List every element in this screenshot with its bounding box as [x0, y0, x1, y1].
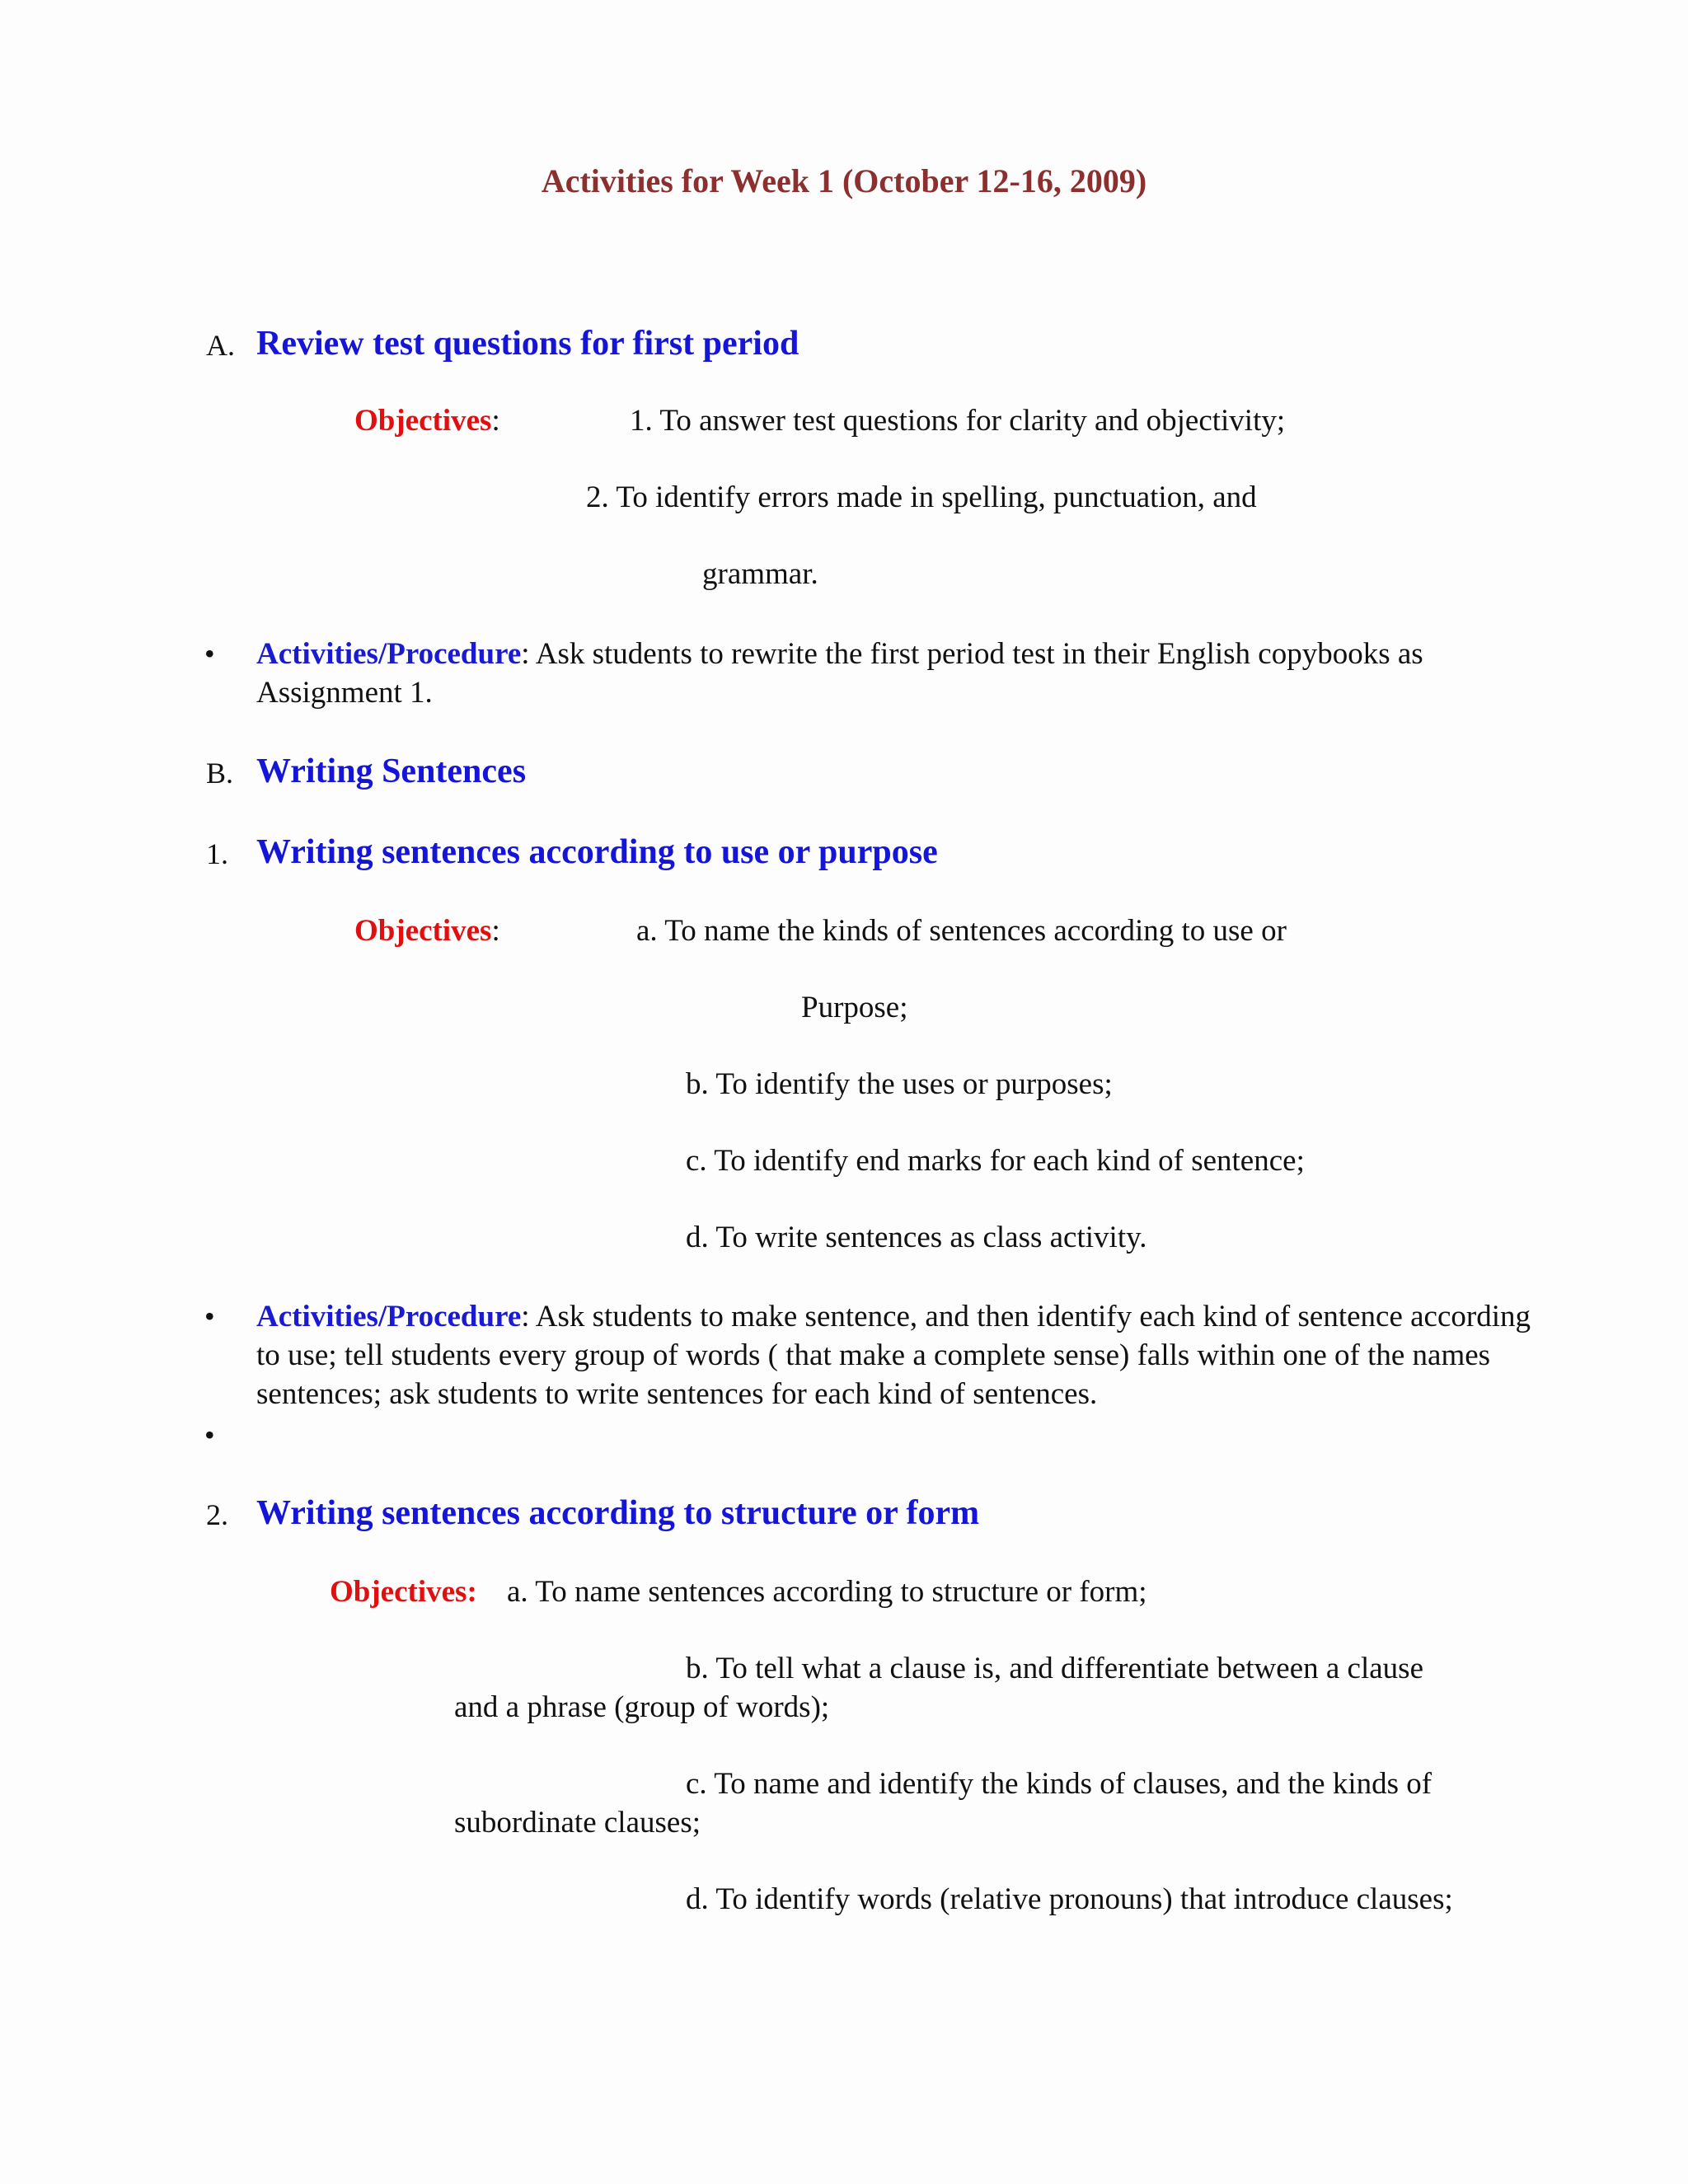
- item-2-objectives-label: Objectives:: [330, 1575, 477, 1609]
- section-a-heading: Review test questions for first period: [256, 325, 799, 363]
- item-2-objective-b: b. To tell what a clause is, and differentiate between a clause: [686, 1652, 1423, 1685]
- item-1-objectives-label: Objectives:: [354, 914, 500, 948]
- item-1-objective-d: d. To write sentences as class activity.: [686, 1221, 1147, 1254]
- section-a-objective-2: 2. To identify errors made in spelling, punctuation, and: [586, 480, 1257, 514]
- item-2-heading: Writing sentences according to structure or form: [256, 1494, 980, 1532]
- item-2-objective-d: d. To identify words (relative pronouns) that introduce clauses;: [686, 1882, 1453, 1916]
- item-1-activity: Activities/Procedure: Ask students to make sentence, and then identify each kind of sentence according to use; tell students every group of words ( that make a complete sense) falls within one of the names sentences; ask students to write sentences for each kind of sentences.: [256, 1300, 1531, 1411]
- item-2-objective-c-cont: subordinate clauses;: [454, 1806, 701, 1840]
- section-a-activity: Activities/Procedure: Ask students to rewrite the first period test in their English copybooks as Assignment 1.: [256, 637, 1423, 710]
- item-1-objective-b: b. To identify the uses or purposes;: [686, 1067, 1113, 1101]
- section-a-objective-2-cont: grammar.: [702, 557, 818, 591]
- item-1-objective-a-cont: Purpose;: [801, 991, 908, 1024]
- item-2-objective-c: c. To name and identify the kinds of clauses, and the kinds of: [686, 1767, 1432, 1801]
- section-a-objectives-label: Objectives:: [354, 404, 500, 438]
- item-1-marker: 1.: [206, 837, 228, 870]
- item-2-marker: 2.: [206, 1498, 228, 1531]
- section-b-marker: B.: [206, 757, 234, 790]
- bullet-icon: •: [204, 1418, 215, 1451]
- page-title: Activities for Week 1 (October 12-16, 2009): [541, 162, 1147, 199]
- bullet-icon: •: [204, 637, 215, 670]
- section-a-marker: A.: [206, 329, 235, 362]
- item-2-objective-b-cont: and a phrase (group of words);: [454, 1690, 830, 1724]
- section-a-objective-1: 1. To answer test questions for clarity and objectivity;: [630, 404, 1286, 438]
- item-1-heading: Writing sentences according to use or purpose: [256, 833, 938, 871]
- item-1-objective-c: c. To identify end marks for each kind of sentence;: [686, 1144, 1305, 1178]
- section-b-heading: Writing Sentences: [256, 752, 527, 790]
- item-1-objective-a: a. To name the kinds of sentences according to use or: [636, 914, 1287, 948]
- item-2-objective-a: a. To name sentences according to structure or form;: [507, 1575, 1147, 1609]
- bullet-icon: •: [204, 1300, 215, 1333]
